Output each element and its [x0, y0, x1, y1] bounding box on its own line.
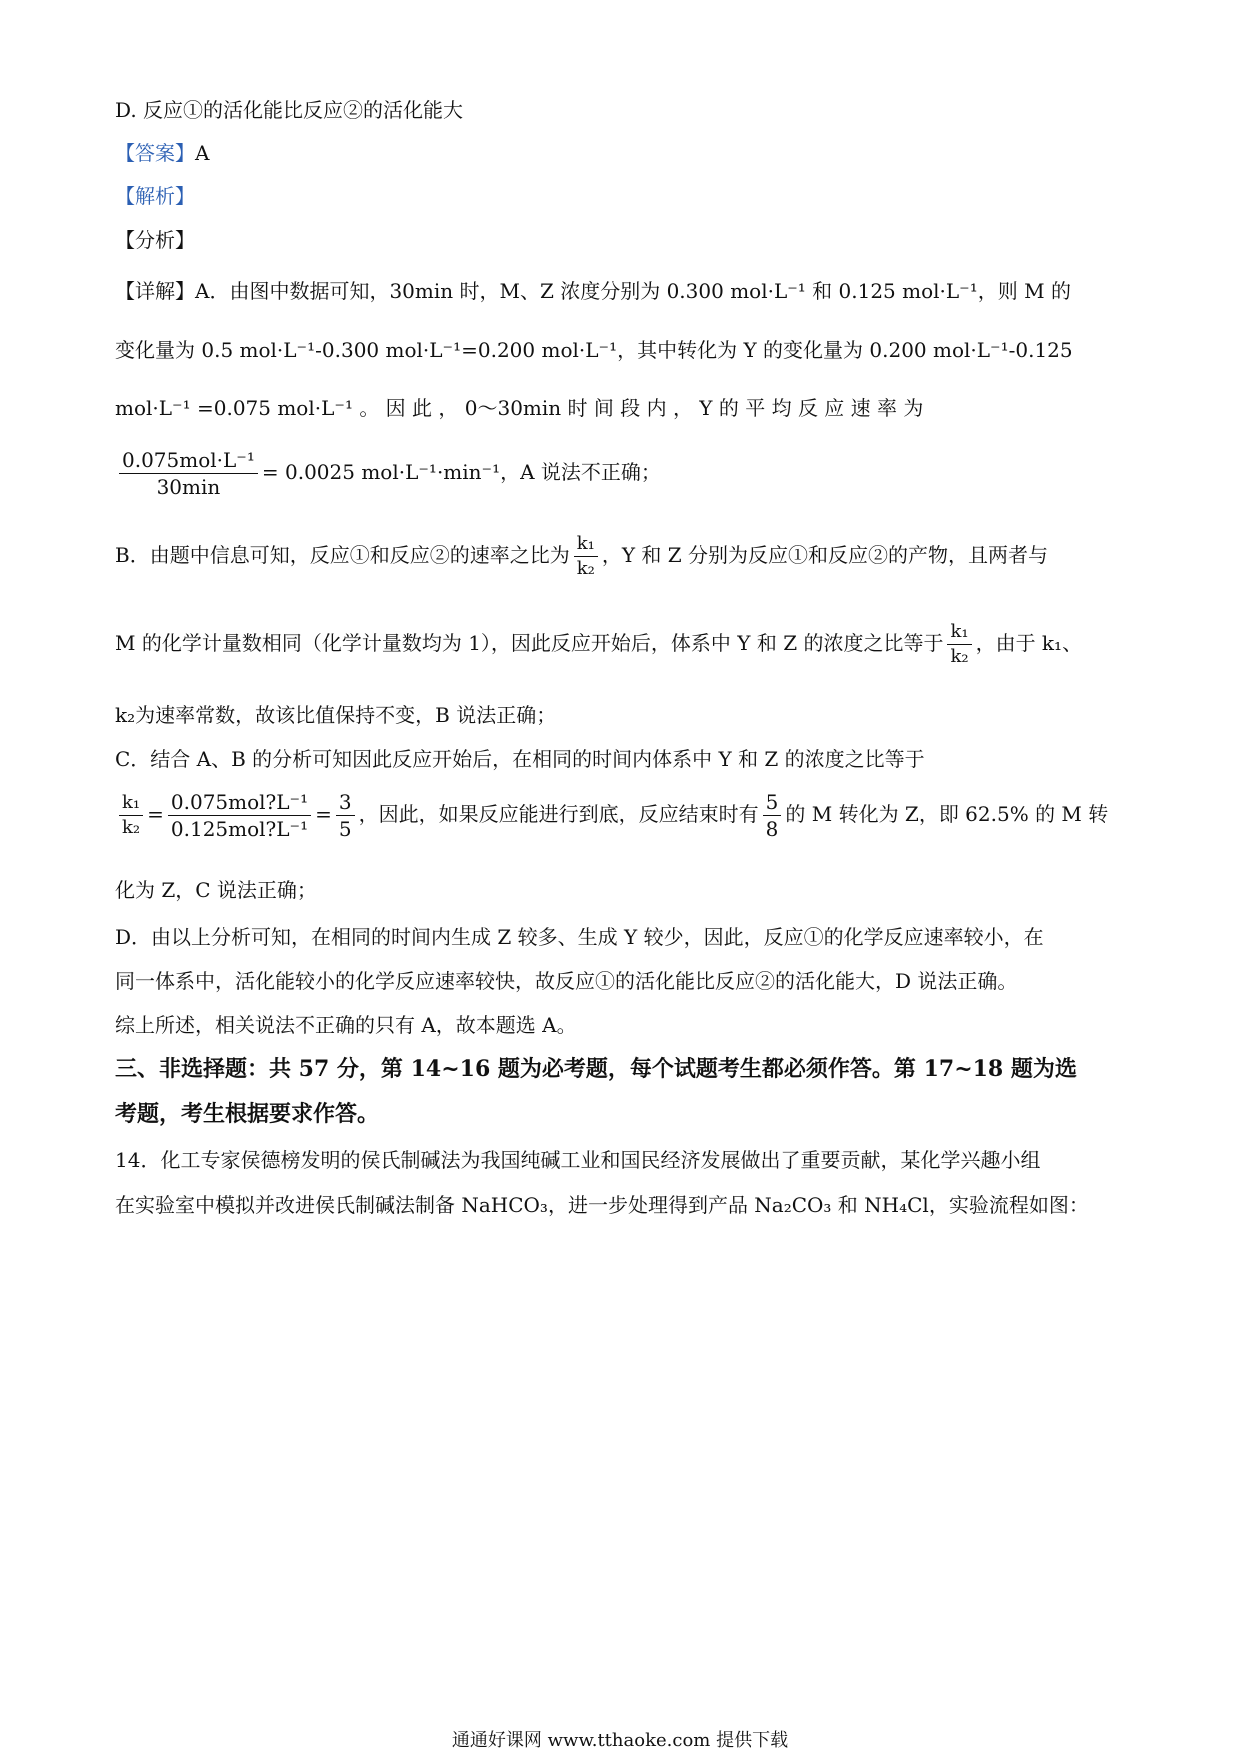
detail-a-line2: 变化量为 0.5 mol·L⁻¹-0.300 mol·L⁻¹=0.200 mol·L⁻¹，其中转化为 Y 的变化量为 0.200 mol·L⁻¹-0.125	[115, 338, 1073, 362]
k1: k₁	[119, 794, 143, 816]
k1: k₁	[947, 623, 971, 645]
detail-a-line1	[115, 281, 1071, 301]
answer-row	[115, 143, 209, 163]
q14-line2: 在实验室中模拟并改进侯氏制碱法制备 NaHCO₃，进一步处理得到产品 Na₂CO₃ 和 NH₄Cl，实验流程如图：	[115, 1193, 1089, 1217]
analysis-label: 【解析】	[115, 184, 195, 208]
eight-den: 8	[765, 817, 779, 841]
section-heading-line1: 三、非选择题：共 57 分，第 14~16 题为必考题，每个试题考生都必须作答。第 17~18 题为选	[115, 1056, 1077, 1082]
detail-a-line3: mol·L⁻¹ =0.075 mol·L⁻¹ 。 因 此 ， 0～30min 时 间 段 内 ， Y 的 平 均 反 应 速 率 为	[115, 396, 924, 420]
k2: k₂	[576, 558, 595, 579]
detail-b-post: ，Y 和 Z 分别为反应①和反应②的产物，且两者与	[601, 543, 1048, 567]
detail-b2-pre: M 的化学计量数相同（化学计量数均为 1），因此反应开始后，体系中 Y 和 Z 的浓度之比等于	[115, 631, 944, 655]
detail-b-pre: B．由题中信息可知，反应①和反应②的速率之比为	[115, 543, 570, 567]
answer-value: A	[195, 141, 210, 165]
concentration-ratio-fraction	[168, 792, 311, 839]
concentration-num: 0.075mol?L⁻¹	[168, 792, 311, 816]
answer-label: 【答案】	[115, 141, 195, 165]
summary: 综上所述，相关说法不正确的只有 A，故本题选 A。	[115, 1013, 577, 1037]
detail-d-line1: D．由以上分析可知，在相同的时间内生成 Z 较多、生成 Y 较少，因此，反应①的化学反应速率较小，在	[115, 925, 1044, 949]
k-ratio-fraction-2	[947, 623, 971, 666]
rate-result: = 0.0025 mol·L⁻¹·min⁻¹，A 说法不正确；	[261, 460, 661, 484]
three-fifths-fraction	[336, 792, 355, 839]
option-d: D. 反应①的活化能比反应②的活化能大	[115, 98, 464, 122]
detail-c-line1: C．结合 A、B 的分析可知因此反应开始后，在相同的时间内体系中 Y 和 Z 的浓度之比等于	[115, 747, 925, 771]
q14-line1: 14．化工专家侯德榜发明的侯氏制碱法为我国纯碱工业和国民经济发展做出了重要贡献，某化学兴趣小组	[115, 1148, 1041, 1172]
k2: k₂	[950, 646, 969, 667]
detail-c-formula: $\frac{\text{k₁}}{\text{k₂}}$ = $\frac{\text{0.075mol?L⁻¹}}{\text{0.125mol?L⁻¹}}$ = $\frac{3}{5}$ ，因此，如果反应能进行到底，反应结束时有 $\frac{5}{8}$ 的 M 转化为 Z，即 62.5% 的 M 转	[115, 792, 1108, 839]
k-ratio-fraction-1	[574, 535, 598, 578]
rate-fraction-den: 30min	[156, 475, 221, 499]
five: 5	[338, 817, 352, 841]
detail-label: 【详解】	[115, 279, 195, 303]
section-heading-line2: 考题，考生根据要求作答。	[115, 1101, 380, 1127]
k-ratio-fraction-3	[119, 794, 143, 837]
rate-fraction-num: 0.075mol·L⁻¹	[119, 450, 258, 474]
rate-fraction	[119, 450, 258, 497]
detail-d-line2: 同一体系中，活化能较小的化学反应速率较快，故反应①的活化能比反应②的活化能大，D 说法正确。	[115, 969, 1018, 993]
detail-b2-post: ，由于 k₁、	[975, 631, 1083, 655]
detail-b-line3: k₂为速率常数，故该比值保持不变，B 说法正确；	[115, 703, 557, 727]
concentration-den: 0.125mol?L⁻¹	[170, 817, 309, 841]
detail-a-formula	[115, 450, 661, 497]
fenxi-label: 【分析】	[115, 228, 195, 252]
detail-c-mid: ，因此，如果反应能进行到底，反应结束时有	[358, 802, 759, 826]
page-footer: 通通好课网 www.tthaoke.com 提供下载	[451, 1730, 789, 1751]
detail-c-tail: 的 M 转化为 Z，即 62.5% 的 M 转	[785, 802, 1109, 826]
k1: k₁	[574, 535, 598, 557]
detail-b-line2	[115, 623, 1082, 666]
detail-a-text1: A．由图中数据可知，30min 时，M、Z 浓度分别为 0.300 mol·L⁻¹ 和 0.125 mol·L⁻¹，则 M 的	[195, 279, 1071, 303]
five-eighths-fraction	[763, 792, 782, 839]
detail-c-line3: 化为 Z，C 说法正确；	[115, 878, 317, 902]
five-num: 5	[763, 792, 782, 816]
three: 3	[336, 792, 355, 816]
k2: k₂	[122, 817, 141, 838]
detail-b-line1	[115, 535, 1048, 578]
